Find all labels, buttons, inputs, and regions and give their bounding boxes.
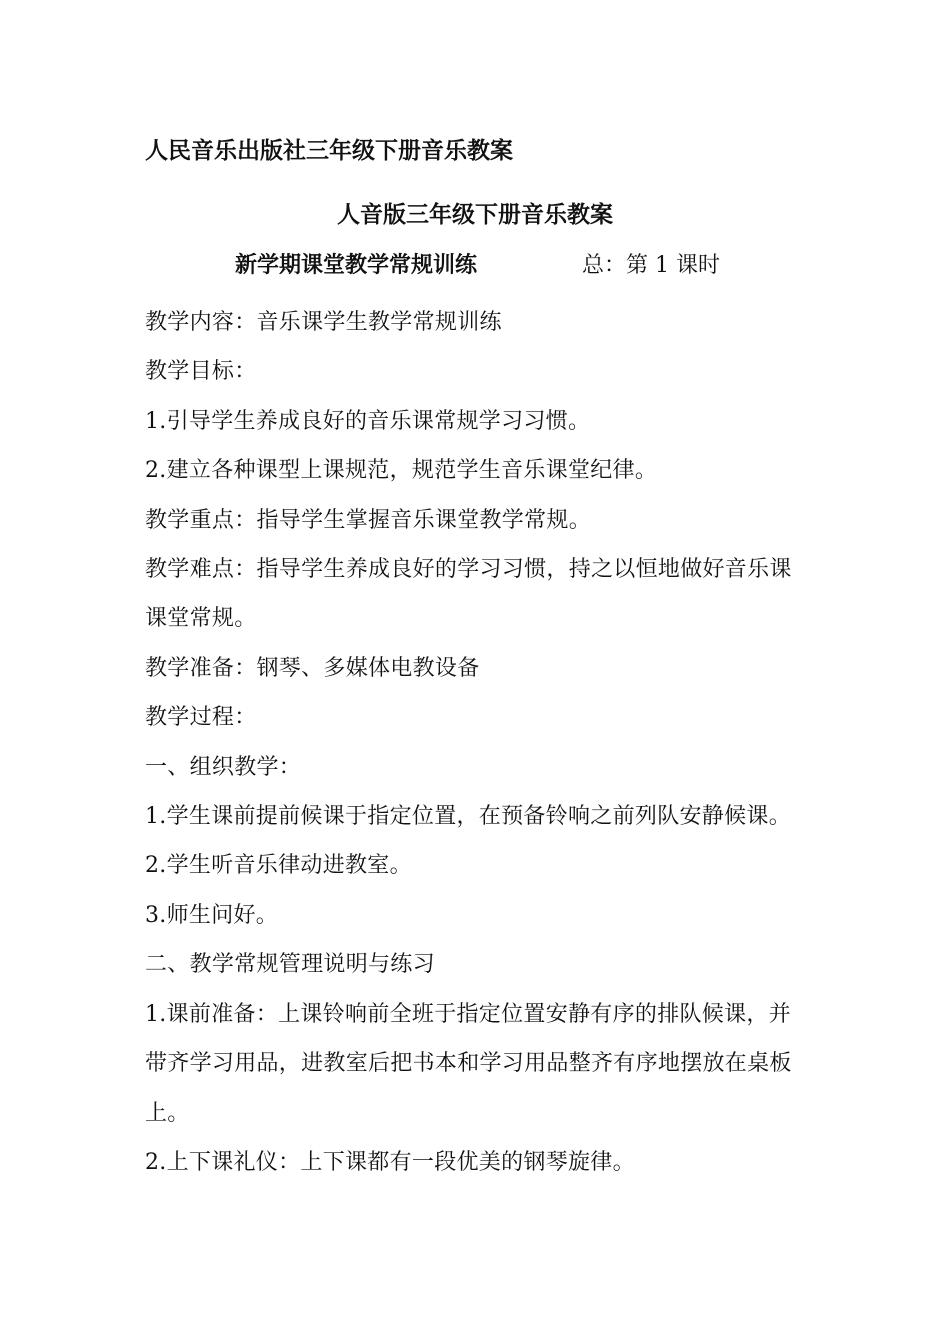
paragraph: 教学重点：指导学生掌握音乐课堂教学常规。 [145,507,592,533]
paragraph: 一、组织教学： [145,754,302,780]
lesson-title: 人音版三年级下册音乐教案 [337,202,613,228]
lesson-subtitle: 新学期课堂教学常规训练 [235,253,478,278]
paragraph: 3.师生问好。 [145,902,279,928]
paragraph: 2.上下课礼仪：上下课都有一段优美的钢琴旋律。 [145,1149,635,1175]
paragraph: 二、教学常规管理说明与练习 [145,952,435,978]
paragraph: 教学难点：指导学生养成良好的学习习惯，持之以恒地做好音乐课课堂常规。 [145,557,792,632]
paragraph: 1.引导学生养成良好的音乐课常规学习习惯。 [145,408,591,434]
paragraph: 1.学生课前提前候课于指定位置，在预备铃响之前列队安静候课。 [145,804,791,830]
paragraph: 教学准备：钢琴、多媒体电教设备 [145,655,480,681]
paragraph: 1.课前准备：上课铃响前全班于指定位置安静有序的排队候课，并带齐学习用品，进教室后把书本和学习用品整齐有序地摆放在桌板上。 [145,1001,792,1126]
subtitle-row [0,250,950,282]
paragraph: 2.建立各种课型上课规范，规范学生音乐课堂纪律。 [145,458,658,484]
paragraph: 2.学生听音乐律动进教室。 [145,853,412,879]
paragraph: 教学过程： [145,705,257,731]
lesson-period: 总：第 1 课时 [582,253,720,278]
document-title: 人民音乐出版社三年级下册音乐教案 [145,138,513,164]
document-body [145,298,813,1187]
paragraph: 教学内容：音乐课学生教学常规训练 [145,310,502,335]
paragraph: 教学目标： [145,359,257,385]
